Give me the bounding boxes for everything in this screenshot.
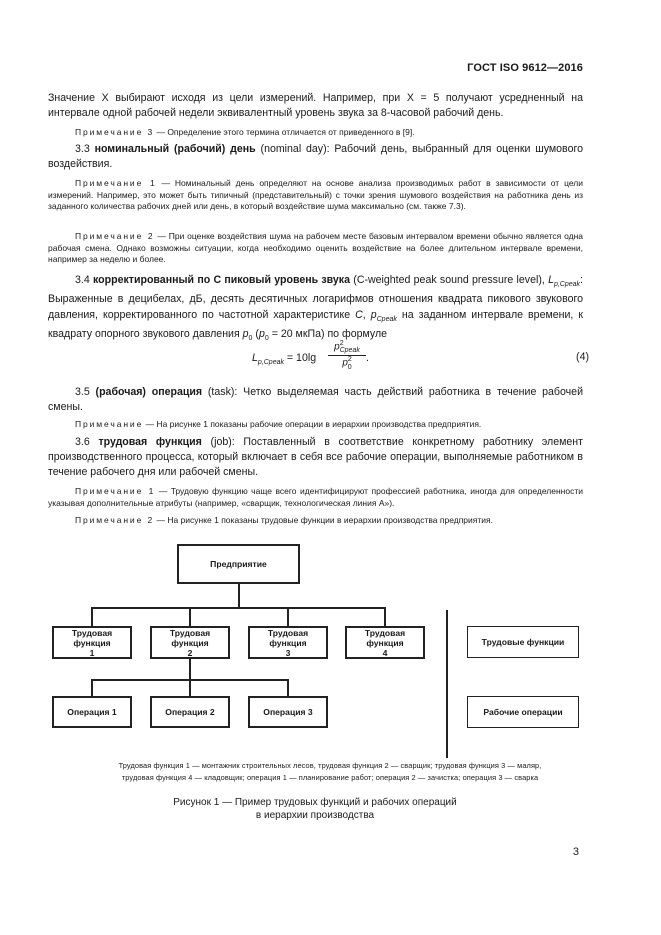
term: (рабочая) операция (95, 386, 203, 398)
legend-operation-label: Рабочие операции (483, 707, 563, 717)
job-label: Трудовая функция (71, 627, 113, 648)
note-3-6-2 (48, 515, 583, 527)
formula-period: . (366, 352, 369, 364)
formula-operator: = 10lg (283, 352, 317, 364)
legend-operation-box (467, 696, 579, 728)
english-term: (C-weighted peak sound pressure level), (350, 274, 549, 286)
job-box-2 (150, 626, 230, 659)
definition-part: , (362, 308, 371, 321)
connector-line (91, 607, 93, 626)
enterprise-label: Предприятие (210, 559, 267, 569)
term: номинальный (рабочий) день (94, 143, 256, 155)
formula-fraction (328, 340, 366, 371)
section-number: 3.6 (75, 436, 90, 448)
job-number: 1 (89, 647, 95, 658)
section-3-4 (48, 273, 583, 346)
operation-label: Операция 1 (67, 707, 117, 717)
note-3-3-1 (48, 178, 583, 213)
section-3-3 (48, 142, 583, 172)
job-label: Трудовая функция (169, 627, 211, 648)
reference-subscript: 0 (264, 334, 269, 342)
connector-line (189, 607, 191, 626)
caption-line: Рисунок 1 — Пример трудовых функций и рабочих операций (173, 797, 457, 808)
denominator-subscript: 0 (347, 363, 352, 371)
section-3-6 (48, 435, 583, 481)
note-label: Примечание 1 (75, 486, 156, 496)
symbol-subscript: p,Cpeak (553, 281, 581, 289)
definition-part: : Выраженные в децибелах, дБ, десять десятичных логарифмов отношения квадрата пикового звукового давления, корректированного по частотной характеристике (48, 274, 583, 321)
connector-line (384, 607, 386, 626)
numerator-power: 2 (339, 340, 344, 347)
formula-lhs (252, 352, 316, 366)
term: корректированный по С пиковый уровень звука (93, 274, 351, 286)
section-number: 3.4 (75, 274, 90, 286)
pressure-subscript: Cpeak (376, 315, 397, 323)
section-3-5 (48, 385, 583, 415)
diagram-separator (446, 610, 448, 758)
section-number: 3.5 (75, 386, 90, 398)
job-box-3 (248, 626, 328, 659)
formula-number: (4) (576, 351, 589, 363)
definition: (job): Поставленный в соответствие конкретному работнику элемент производственного процесса, который включает в себя все рабочие операции, выполняемые работником в течение рабочего дня или рабочей смены. (48, 436, 583, 479)
denominator-power: 2 (347, 356, 352, 364)
enterprise-box (177, 544, 300, 584)
symbol: L (548, 274, 554, 286)
operation-box-2 (150, 696, 230, 728)
reference-pressure-symbol: p (242, 327, 249, 340)
note-text: — Определение этого термина отличается от приведенного в [9]. (154, 127, 415, 137)
operation-box-3 (248, 696, 328, 728)
section-number: 3.3 (75, 143, 90, 155)
connector-line (91, 607, 386, 609)
operation-label: Операция 3 (263, 707, 313, 717)
note-3-3-2 (48, 231, 583, 266)
numerator-subscript: Cpeak (339, 347, 360, 355)
denominator-symbol: p (342, 357, 348, 369)
legend-job-box (467, 626, 579, 658)
page-number: 3 (572, 846, 579, 858)
connector-line (189, 679, 191, 696)
job-box-1 (52, 626, 132, 659)
note-3-5 (48, 419, 583, 431)
pressure-symbol: p (370, 308, 377, 321)
standard-header: ГОСТ ISO 9612—2016 (467, 62, 583, 74)
job-label: Трудовая функция (364, 627, 406, 648)
reference-pressure-symbol: p (258, 327, 265, 340)
note-label: Примечание 2 (75, 515, 155, 525)
reference-subscript: 0 (248, 334, 253, 342)
figure-legend (40, 760, 620, 784)
note-label: Примечание 2 (75, 231, 155, 241)
fraction-denominator (328, 356, 366, 370)
formula-4 (200, 340, 590, 376)
formula-subscript: p,Cpeak (257, 359, 284, 367)
definition: (nominal day): Рабочий день, выбранный для оценки шумового воздействия. (48, 143, 583, 171)
note-label: Примечание 1 (75, 178, 157, 188)
figure-caption (150, 796, 480, 823)
definition-part: на заданном интервале времени, к квадрату опорного звукового давления (48, 308, 583, 340)
fraction-numerator (328, 340, 366, 356)
operation-box-1 (52, 696, 132, 728)
note-text: — Трудовую функцию чаще всего идентифицируют профессией работника, иногда для определенности указывая дополнительные атрибуты (например, «сварщик, технологическая линия А»). (48, 486, 583, 508)
term: трудовая функция (98, 436, 202, 448)
note-3 (48, 127, 583, 139)
note-text: — На рисунке 1 показаны рабочие операции в иерархии производства предприятия. (143, 419, 482, 429)
job-box-4 (345, 626, 425, 659)
definition-part: = 20 мкПа) по формуле (268, 327, 388, 340)
job-label: Трудовая функция (267, 627, 309, 648)
job-number: 2 (187, 647, 193, 658)
note-label: Примечание 3 (75, 127, 155, 137)
correction-symbol: C (355, 308, 363, 321)
operation-label: Операция 2 (165, 707, 215, 717)
connector-line (189, 659, 191, 680)
connector-line (287, 607, 289, 626)
job-number: 3 (285, 647, 291, 658)
note-text: — Номинальный день определяют на основе анализа производимых работ в зависимости от цели измерений. Например, это может быть типичный (представительный) с точки зрения шумового воздействия на работника день из заданного количества рабочих дней или день, в который воздействие шума максимально (см. также 7.3). (48, 178, 583, 212)
legend-line: Трудовая функция 1 — монтажник строительных лесов, трудовая функция 2 — сварщик; трудовая функция 3 — маляр, (118, 761, 542, 770)
note-3-6-1 (48, 486, 583, 509)
note-text: — На рисунке 1 показаны трудовые функции в иерархии производства предприятия. (154, 515, 493, 525)
connector-line (91, 679, 93, 696)
job-number: 4 (382, 647, 388, 658)
definition: (task): Четко выделяемая часть действий работника в течение рабочей смены. (48, 386, 583, 414)
caption-line: в иерархии производства (255, 810, 375, 822)
connector-line (238, 584, 240, 608)
formula-symbol: L (252, 352, 258, 364)
definition-part: ( (252, 327, 259, 340)
legend-job-label: Трудовые функции (481, 637, 565, 647)
legend-line: трудовая функция 4 — кладовщик; операция 1 — планирование работ; операция 2 — зачистка; операция 3 — сварка (121, 773, 539, 783)
connector-line (287, 679, 289, 696)
intro-paragraph: Значение X выбирают исходя из цели измерений. Например, при X = 5 получают усредненный на интервале одной рабочей недели эквивалентный уровень звука за 8-часовой рабочий день. (48, 92, 583, 120)
note-text: — При оценке воздействия шума на рабочем месте базовым интервалом времени обычно является одна рабочая смена. Однако возможны ситуации, когда необходимо оценить воздействие на более длительном интервале времени, например за неделю и более. (48, 231, 583, 265)
note-label: Примечание (75, 419, 144, 429)
numerator-symbol: p (334, 341, 340, 353)
